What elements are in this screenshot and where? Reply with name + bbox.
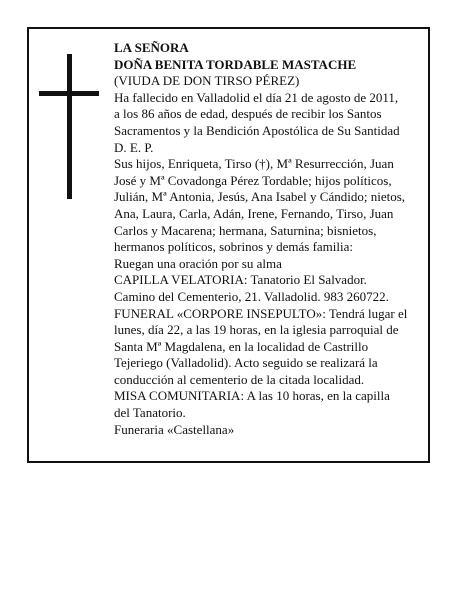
deceased-name: DOÑA BENITA TORDABLE MASTACHE: [114, 56, 357, 72]
obituary-notice: [27, 27, 430, 463]
title-line: LA SEÑORA: [114, 40, 189, 55]
family-line: Ana, Laura, Carla, Adán, Irene, Fernando, Tirso, Juan: [114, 205, 394, 221]
funeral-line: FUNERAL «CORPORE INSEPULTO»: Tendrá lugar el: [114, 305, 408, 321]
chapel-line: Camino del Cementerio, 21. Valladolid. 983 260722.: [114, 288, 389, 304]
family-line: José y Mª Covadonga Pérez Tordable; hijos políticos,: [114, 172, 392, 188]
mass-line: MISA COMUNITARIA: A las 10 horas, en la capilla: [114, 388, 390, 404]
funeral-line: Tejeriego (Valladolid). Acto seguido se realizará la: [114, 355, 378, 371]
death-line: D. E. P.: [114, 139, 154, 155]
family-line: Carlos y Macarena; hermana, Saturnina; bisnietos,: [114, 222, 377, 238]
cross-icon: [39, 54, 99, 199]
widow-line: (VIUDA DE DON TIRSO PÉREZ): [114, 73, 300, 89]
funeral-line: Santa Mª Magdalena, en la localidad de Castrillo: [114, 338, 369, 354]
family-line: Julián, Mª Antonia, Jesús, Ana Isabel y Cándido; nietos,: [114, 189, 406, 205]
funeral-line: lunes, día 22, a las 19 horas, en la iglesia parroquial de: [114, 322, 399, 338]
chapel-line: CAPILLA VELATORIA: Tanatorio El Salvador.: [114, 272, 367, 288]
funeral-line: conducción al cementerio de la citada localidad.: [114, 371, 365, 387]
death-line: Ha fallecido en Valladolid el día 21 de agosto de 2011,: [114, 89, 399, 105]
family-line: Sus hijos, Enriqueta, Tirso (†), Mª Resurrección, Juan: [114, 156, 394, 172]
death-line: Sacramentos y la Bendición Apostólica de Su Santidad: [114, 122, 400, 138]
prayer-line: Ruegan una oración por su alma: [114, 255, 282, 271]
funeral-home-line: Funeraria «Castellana»: [114, 421, 235, 437]
mass-line: del Tanatorio.: [114, 405, 186, 421]
death-line: a los 86 años de edad, después de recibir los Santos: [114, 106, 382, 122]
family-line: hermanos políticos, sobrinos y demás familia:: [114, 239, 354, 255]
obituary-text: [114, 40, 429, 438]
